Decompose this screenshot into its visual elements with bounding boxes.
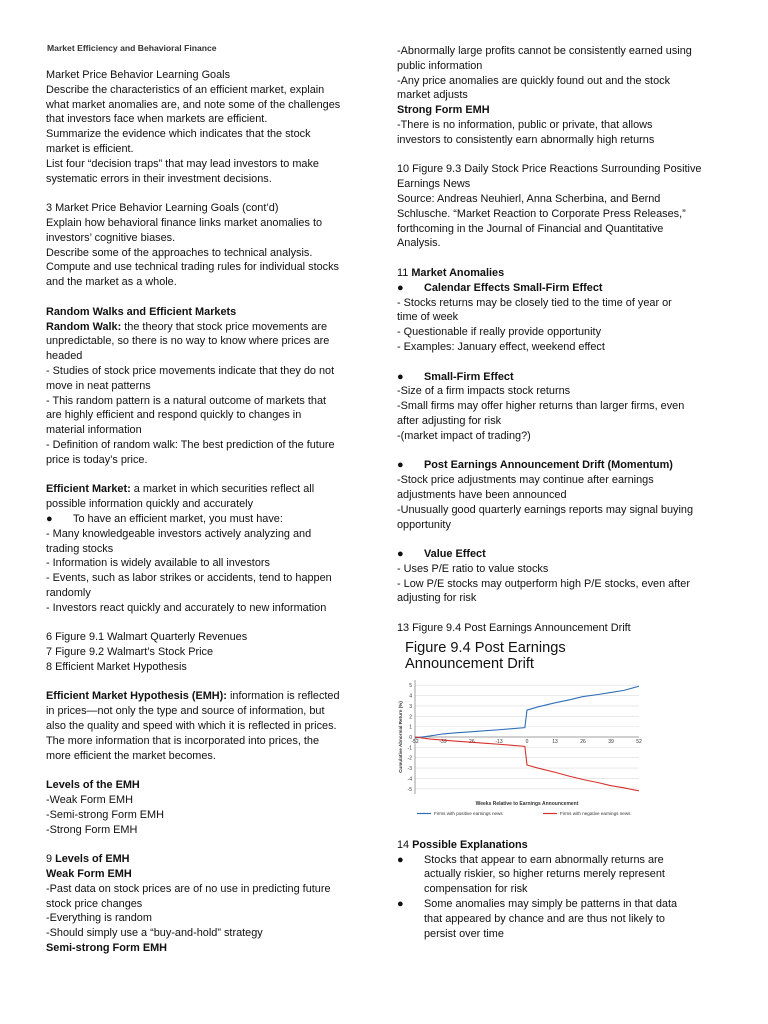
legend-label: Firms with negative earnings news <box>560 810 631 816</box>
bullet-dot-icon: ● <box>397 548 404 561</box>
bold-term: Small-Firm Effect <box>424 370 514 383</box>
text-line <box>46 127 376 142</box>
text-line <box>397 59 732 74</box>
y-tick-label: 2 <box>409 714 412 721</box>
bold-term: Random Walks and Efficient Markets <box>46 305 237 318</box>
text-line <box>397 414 732 429</box>
text-line <box>397 192 732 207</box>
y-tick-label: 3 <box>409 703 412 710</box>
text-line <box>46 527 376 542</box>
text-line <box>46 497 376 512</box>
text-line <box>46 112 376 127</box>
text-line <box>46 98 376 113</box>
legend-label: Firms with positive earnings news <box>434 810 503 816</box>
text-run: investors to consistently earn abnormally high returns <box>397 133 655 146</box>
bold-term: Semi-strong Form EMH <box>46 942 168 955</box>
text-run: Market Price Behavior Learning Goals <box>46 69 231 81</box>
text-run: 6 Figure 9.1 Walmart Quarterly Revenues <box>46 631 248 644</box>
paragraph-gap <box>397 148 732 163</box>
text-run: 9 <box>46 853 56 866</box>
bold-term: Levels of the EMH <box>46 779 140 792</box>
y-tick-label: -3 <box>407 765 412 772</box>
bullet-dot-icon: ● <box>397 853 404 866</box>
text-line <box>397 399 732 414</box>
text-run: - Investors react quickly and accurately to new information <box>46 601 327 614</box>
text-run: more efficient the market becomes. <box>46 749 216 762</box>
text-line <box>46 911 376 926</box>
text-run: -Size of a firm impacts stock returns <box>397 385 571 398</box>
text-line <box>46 364 376 379</box>
text-run: -Stock price adjustments may continue after earnings <box>397 474 654 487</box>
right-column <box>397 44 732 941</box>
x-tick-label: -39 <box>439 738 447 745</box>
y-tick-label: -5 <box>407 786 412 793</box>
text-run: what market anomalies are, and note some of the challenges <box>46 98 341 111</box>
text-run: - Examples: January effect, weekend effect <box>397 340 605 353</box>
text-line <box>46 882 376 897</box>
bullet-dot-icon: ● <box>397 370 404 383</box>
text-run: adjustments have been announced <box>397 488 567 501</box>
text-line <box>397 562 732 577</box>
text-run: List four “decision traps” that may lead investors to make <box>46 157 319 170</box>
text-line <box>397 162 732 177</box>
text-line <box>46 749 376 764</box>
running-header: Market Efficiency and Behavioral Finance <box>47 43 217 53</box>
bullet-dot-icon: ● <box>397 898 404 911</box>
text-run: Schlusche. “Market Reaction to Corporate Press Releases,” <box>397 207 686 220</box>
text-line <box>397 74 732 89</box>
text-run: - Studies of stock price movements indicate that they do not <box>46 364 335 377</box>
text-run: 8 Efficient Market Hypothesis <box>46 660 187 673</box>
paragraph-gap <box>46 615 376 630</box>
text-line <box>397 177 732 192</box>
text-run: Earnings News <box>397 178 471 191</box>
text-run: market adjusts <box>397 89 468 102</box>
text-line <box>46 660 376 675</box>
text-run: 10 Figure 9.3 Daily Stock Price Reactions Surrounding Positive <box>397 163 702 176</box>
text-run: randomly <box>46 586 91 599</box>
text-line <box>46 630 376 645</box>
text-run: that investors face when markets are efficient. <box>46 113 268 126</box>
x-tick-label: 0 <box>525 738 529 745</box>
bold-term: Efficient Market: <box>46 483 131 496</box>
text-line <box>46 157 376 172</box>
x-tick-label: -13 <box>495 738 503 745</box>
text-line <box>46 808 376 823</box>
text-line <box>46 142 376 157</box>
text-line <box>46 201 376 216</box>
text-line <box>46 941 376 956</box>
bold-term: Strong Form EMH <box>397 104 490 117</box>
paragraph-gap <box>46 675 376 690</box>
y-tick-label: 0 <box>409 734 412 741</box>
y-tick-label: 1 <box>409 724 412 731</box>
text-line <box>46 379 376 394</box>
text-line <box>46 231 376 246</box>
figure-title-line-1: Figure 9.4 Post Earnings <box>405 639 566 656</box>
bullet-item <box>397 927 732 942</box>
text-run: Describe some of the approaches to technical analysis. <box>46 246 313 259</box>
x-axis-label: Weeks Relative to Earnings Announcement <box>475 800 579 807</box>
x-tick-label: 26 <box>580 738 586 745</box>
text-run: - Information is widely available to all investors <box>46 557 270 570</box>
text-run: a market in which securities reflect all <box>130 483 315 496</box>
text-run: in prices—not only the type and source of information, but <box>46 705 325 718</box>
text-run: The more information that is incorporated into prices, the <box>46 734 320 747</box>
text-run: -Past data on stock prices are of no use in predicting future <box>46 882 331 895</box>
text-run: Describe the characteristics of an efficient market, explain <box>46 83 325 96</box>
text-run: headed <box>46 350 83 363</box>
figure-title-line-2: Announcement Drift <box>405 655 534 672</box>
text-line <box>46 172 376 187</box>
text-run: Stocks that appear to earn abnormally returns are <box>424 853 664 866</box>
text-line <box>46 423 376 438</box>
text-line <box>46 897 376 912</box>
text-run: -Any price anomalies are quickly found out and the stock <box>397 74 671 87</box>
post-earnings-drift-chart <box>397 672 645 832</box>
paragraph-gap <box>46 290 376 305</box>
text-run: compensation for risk <box>424 883 528 896</box>
text-line <box>46 601 376 616</box>
text-run: information is reflected <box>226 690 340 703</box>
text-line <box>46 349 376 364</box>
figure-9-4 <box>397 640 732 832</box>
text-run: -Strong Form EMH <box>46 823 138 836</box>
text-run: possible information quickly and accurately <box>46 498 254 511</box>
text-run: stock price changes <box>46 897 143 910</box>
text-line <box>46 793 376 808</box>
bullet-item <box>397 867 732 882</box>
bullet-dot-icon: ● <box>397 459 404 472</box>
text-run: -Everything is random <box>46 912 152 925</box>
text-line <box>46 778 376 793</box>
text-run: -There is no information, public or private, that allows <box>397 118 653 131</box>
bold-heading: Market Anomalies <box>411 266 505 279</box>
text-line <box>397 503 732 518</box>
text-run: To have an efficient market, you must have: <box>73 512 283 525</box>
text-run: material information <box>46 424 142 437</box>
figure-title <box>397 640 732 672</box>
x-tick-label: -26 <box>467 738 475 745</box>
y-tick-label: -4 <box>407 776 412 783</box>
bold-term: Efficient Market Hypothesis (EMH): <box>46 690 227 703</box>
paragraph-gap <box>397 251 732 266</box>
series-line-positive <box>415 686 639 738</box>
bullet-item <box>397 897 732 912</box>
text-run: 7 Figure 9.2 Walmart’s Stock Price <box>46 646 214 659</box>
text-line <box>397 488 732 503</box>
x-tick-label: 13 <box>552 738 558 745</box>
text-run: public information <box>397 59 483 72</box>
text-run: forthcoming in the Journal of Financial and Quantitative <box>397 222 664 235</box>
paragraph-gap <box>397 355 732 370</box>
text-run: 13 Figure 9.4 Post Earnings Announcement Drift <box>397 622 631 635</box>
text-line <box>46 260 376 275</box>
text-line <box>397 88 732 103</box>
text-line <box>397 222 732 237</box>
y-axis-label: Cumulative Abnormal Return (%) <box>398 700 403 773</box>
paragraph-gap <box>46 763 376 778</box>
text-run: adjusting for risk <box>397 592 477 605</box>
text-line <box>397 429 732 444</box>
text-line <box>46 542 376 557</box>
bullet-item <box>397 853 732 868</box>
text-line <box>46 68 376 83</box>
text-line <box>397 325 732 340</box>
bullet-item <box>397 912 732 927</box>
text-line <box>46 704 376 719</box>
text-run: the theory that stock price movements are <box>121 320 328 333</box>
text-line <box>46 334 376 349</box>
text-line <box>397 236 732 251</box>
text-line <box>46 823 376 838</box>
y-tick-label: 4 <box>409 693 412 700</box>
text-line <box>46 689 376 704</box>
text-run: opportunity <box>397 518 451 531</box>
right-column-bottom-text <box>397 838 732 942</box>
text-run: systematic errors in their investment decisions. <box>46 172 272 185</box>
bold-term: Random Walk: <box>46 320 122 333</box>
text-line <box>397 384 732 399</box>
text-line <box>397 103 732 118</box>
right-column-top-text <box>397 44 732 636</box>
text-line <box>397 296 732 311</box>
text-run: actually riskier, so higher returns merely represent <box>424 868 665 881</box>
text-run: 11 <box>397 266 412 279</box>
text-line <box>46 305 376 320</box>
text-line <box>46 734 376 749</box>
text-run: market is efficient. <box>46 142 134 155</box>
text-line <box>46 216 376 231</box>
text-line <box>397 518 732 533</box>
text-line <box>46 320 376 335</box>
bullet-item <box>397 458 732 473</box>
text-line <box>46 645 376 660</box>
text-run: - Events, such as labor strikes or accidents, tend to happen <box>46 572 332 585</box>
text-run: Some anomalies may simply be patterns in that data <box>424 898 678 911</box>
text-run: investors’ cognitive biases. <box>46 231 176 244</box>
text-line <box>46 571 376 586</box>
bullet-item <box>46 512 376 527</box>
text-line <box>46 408 376 423</box>
text-run: -Unusually good quarterly earnings reports may signal buying <box>397 503 694 516</box>
text-line <box>46 394 376 409</box>
text-run: trading stocks <box>46 542 114 555</box>
text-run: also the quality and speed with which it is reflected in prices. <box>46 720 337 733</box>
text-line <box>46 246 376 261</box>
text-run: Compute and use technical trading rules for individual stocks <box>46 261 339 274</box>
text-run: - Low P/E stocks may outperform high P/E stocks, even after <box>397 577 690 590</box>
text-run: time of week <box>397 311 459 324</box>
x-tick-label: -52 <box>411 738 419 745</box>
bold-heading: Levels of EMH <box>55 853 130 866</box>
text-run: Analysis. <box>397 237 441 250</box>
text-line <box>46 556 376 571</box>
text-run: -Should simply use a “buy-and-hold” strategy <box>46 927 263 940</box>
text-run: - Stocks returns may be closely tied to the time of year or <box>397 296 672 309</box>
text-line <box>46 719 376 734</box>
text-line <box>46 275 376 290</box>
text-run: after adjusting for risk <box>397 414 502 427</box>
text-run: Explain how behavioral finance links market anomalies to <box>46 216 323 229</box>
paragraph-gap <box>397 444 732 459</box>
text-run: - Many knowledgeable investors actively analyzing and <box>46 527 312 540</box>
left-column <box>46 68 376 956</box>
text-run: price is today’s price. <box>46 453 148 466</box>
text-run: -Abnormally large profits cannot be consistently earned using <box>397 45 692 57</box>
text-line <box>46 453 376 468</box>
text-line <box>46 586 376 601</box>
bullet-dot-icon: ● <box>46 512 53 525</box>
text-line <box>397 621 732 636</box>
text-line <box>397 591 732 606</box>
paragraph-gap <box>46 468 376 483</box>
bullet-item <box>397 370 732 385</box>
bullet-item <box>397 281 732 296</box>
x-tick-label: 39 <box>608 738 614 745</box>
text-run: -Semi-strong Form EMH <box>46 808 164 821</box>
text-line <box>397 473 732 488</box>
text-run: Source: Andreas Neuhierl, Anna Scherbina, and Bernd <box>397 192 661 205</box>
paragraph-gap <box>46 186 376 201</box>
text-line <box>46 852 376 867</box>
bullet-item <box>397 547 732 562</box>
y-tick-label: -2 <box>407 755 412 762</box>
text-line <box>397 838 732 853</box>
bold-term: Post Earnings Announcement Drift (Momentum) <box>424 459 673 472</box>
text-run: - Definition of random walk: The best prediction of the future <box>46 438 335 451</box>
text-run: - Questionable if really provide opportunity <box>397 326 602 339</box>
text-run: -(market impact of trading?) <box>397 429 531 442</box>
text-line <box>397 118 732 133</box>
text-run: and the market as a whole. <box>46 276 177 289</box>
text-line <box>397 44 732 59</box>
text-run: - Uses P/E ratio to value stocks <box>397 562 549 575</box>
text-line <box>397 577 732 592</box>
text-line <box>46 926 376 941</box>
paragraph-gap <box>397 532 732 547</box>
bold-term: Weak Form EMH <box>46 868 132 881</box>
bullet-dot-icon: ● <box>397 281 404 294</box>
text-line <box>397 310 732 325</box>
text-run: -Weak Form EMH <box>46 794 133 807</box>
text-line <box>397 340 732 355</box>
paragraph-gap <box>397 606 732 621</box>
text-line <box>46 482 376 497</box>
text-run: persist over time <box>424 927 504 940</box>
y-tick-label: -1 <box>407 745 412 752</box>
text-line <box>46 438 376 453</box>
text-run: 3 Market Price Behavior Learning Goals (cont’d) <box>46 202 279 215</box>
bullet-item <box>397 882 732 897</box>
text-run: - This random pattern is a natural outcome of markets that <box>46 394 327 407</box>
bold-heading: Possible Explanations <box>412 838 528 851</box>
text-run: move in neat patterns <box>46 379 151 392</box>
x-tick-label: 52 <box>636 738 642 745</box>
text-line <box>397 266 732 281</box>
bold-term: Value Effect <box>424 548 486 561</box>
text-line <box>46 83 376 98</box>
text-line <box>397 133 732 148</box>
text-run: are highly efficient and respond quickly to changes in <box>46 409 302 422</box>
text-run: that appeared by chance and are thus not likely to <box>424 912 665 925</box>
text-run: Summarize the evidence which indicates that the stock <box>46 128 311 141</box>
bold-term: Calendar Effects Small-Firm Effect <box>424 281 603 294</box>
text-run: 14 <box>397 838 413 851</box>
y-tick-label: 5 <box>409 683 412 690</box>
paragraph-gap <box>46 837 376 852</box>
text-run: unpredictable, so there is no way to know where prices are <box>46 335 330 348</box>
series-line-negative <box>415 737 639 791</box>
text-line <box>397 207 732 222</box>
text-line <box>46 867 376 882</box>
text-run: -Small firms may offer higher returns than larger firms, even <box>397 400 685 413</box>
